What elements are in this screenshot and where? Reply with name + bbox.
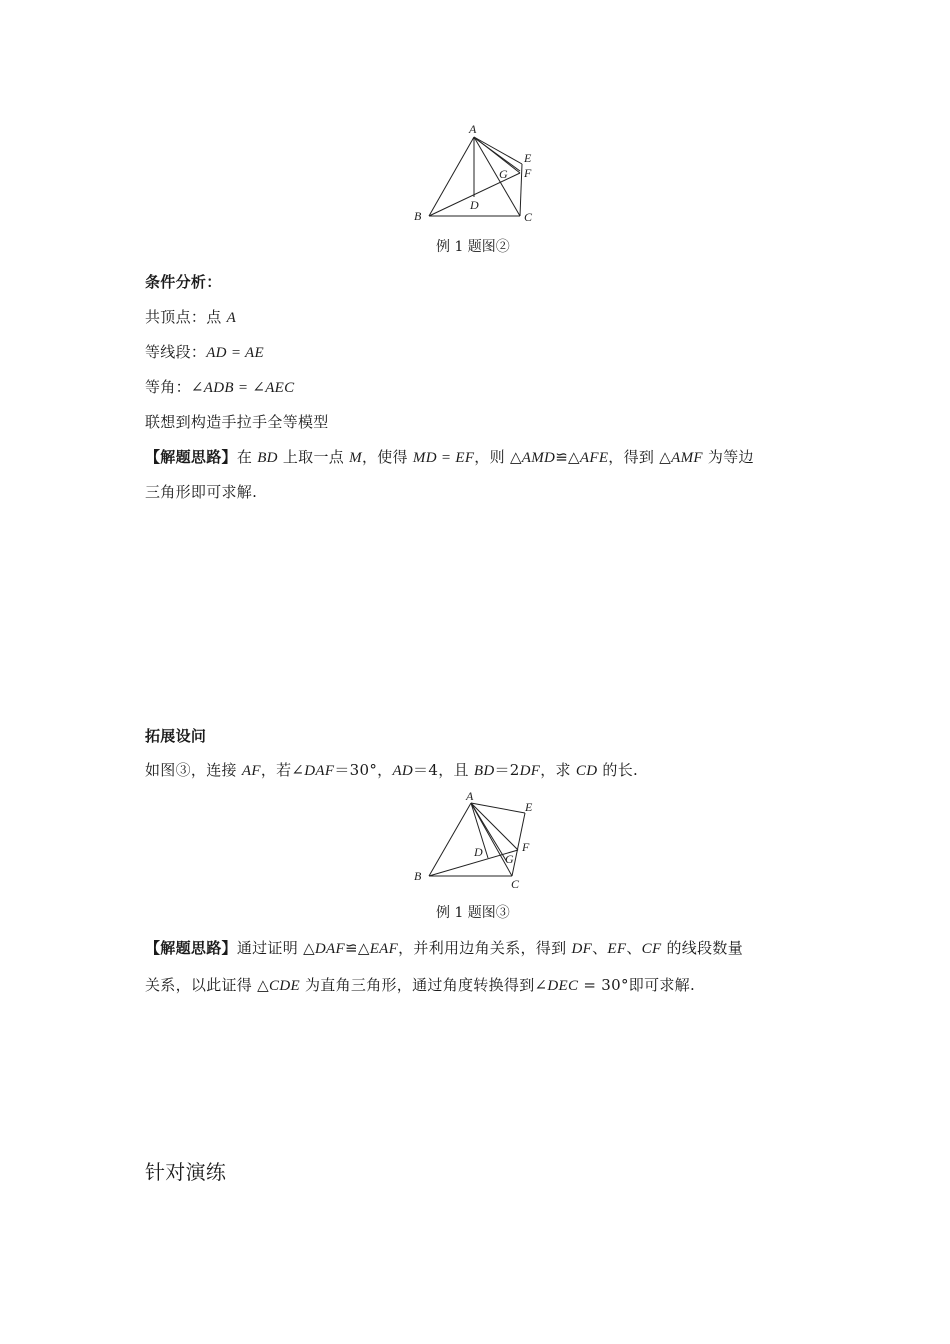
fig2-label-f: F [524, 166, 532, 180]
math: DF [571, 941, 593, 957]
math: CD [575, 763, 598, 779]
text: 的长. [597, 761, 639, 779]
math: DF [519, 763, 541, 779]
text: 为等边 [702, 448, 754, 466]
text: ＝30°， [334, 761, 393, 779]
text: ，则 △ [474, 448, 522, 466]
text: ，求 [540, 761, 576, 779]
fig2-label-e: E [524, 151, 532, 165]
math: BD [257, 450, 278, 466]
math: BD [473, 763, 495, 779]
text: ≌△ [555, 448, 580, 466]
fig3-label-b: B [414, 869, 422, 883]
math: CF [641, 941, 662, 957]
text: 通过证明 △ [236, 939, 315, 957]
text: 、 [592, 939, 608, 957]
solution-2-line-1 [145, 938, 743, 959]
common-vertex-value: 点 [206, 308, 227, 326]
solution-1-line-2: 三角形即可求解. [145, 483, 258, 501]
solution-1-tag: 【解题思路】 [145, 448, 237, 466]
text: 为直角三角形，通过角度转换得到∠ [299, 976, 548, 994]
extension-title: 拓展设问 [145, 727, 207, 745]
math: AMF [671, 450, 703, 466]
model-text: 联想到构造手拉手全等模型 [145, 413, 329, 431]
text: 的线段数量 [661, 939, 743, 957]
text: = 30°即可求解. [578, 976, 696, 994]
fig2-label-a: A [469, 122, 477, 136]
equal-segments-value: AD = AE [206, 345, 264, 361]
math: AD [392, 763, 414, 779]
fig3-label-e: E [525, 800, 533, 814]
math: DAF [314, 941, 345, 957]
fig2-label-b: B [414, 209, 422, 223]
fig2-label-c: C [524, 210, 533, 224]
text: 、 [626, 939, 642, 957]
text: ≌△ [344, 939, 370, 957]
math: MD = EF [412, 450, 475, 466]
math: DEC [547, 978, 579, 994]
fig3-label-d: D [474, 845, 483, 859]
math: EF [607, 941, 627, 957]
text: ，并利用边角关系，得到 [398, 939, 572, 957]
text: 上取一点 [277, 448, 350, 466]
text: 在 [236, 448, 258, 466]
common-vertex-point: A [226, 310, 237, 326]
text: 关系，以此证得 △ [145, 976, 270, 994]
text: 如图③，连接 [145, 761, 242, 779]
text: ，使得 [361, 448, 413, 466]
math: EAF [369, 941, 399, 957]
equal-angles-label: 等角： [145, 378, 191, 396]
equal-segments-label: 等线段： [145, 343, 207, 361]
text: ＝2 [494, 761, 520, 779]
math: AMD [521, 450, 556, 466]
practice-title: 针对演练 [145, 1160, 227, 1184]
math: AF [241, 763, 261, 779]
text: ，若∠ [260, 761, 305, 779]
fig3-label-c: C [511, 877, 520, 891]
text: ，得到 △ [608, 448, 672, 466]
fig3-label-g: G [505, 852, 514, 866]
math: DAF [304, 763, 335, 779]
fig2-label-d: D [470, 198, 479, 212]
analysis-title: 条件分析： [145, 273, 222, 291]
math: AFE [579, 450, 609, 466]
figure-3-caption: 例 1 题图③ [436, 905, 510, 921]
solution-2-tag: 【解题思路】 [145, 939, 237, 957]
math: CDE [269, 978, 300, 994]
equal-angles-value: ∠ADB = ∠AEC [190, 380, 295, 396]
fig3-label-a: A [466, 789, 474, 803]
math: M [349, 450, 362, 466]
solution-2-line-2 [145, 975, 695, 996]
fig2-label-g: G [499, 167, 508, 181]
fig3-label-f: F [522, 840, 530, 854]
figure-2-caption: 例 1 题图② [436, 239, 510, 255]
text: ＝4，且 [413, 761, 474, 779]
common-vertex-label: 共顶点： [145, 308, 207, 326]
